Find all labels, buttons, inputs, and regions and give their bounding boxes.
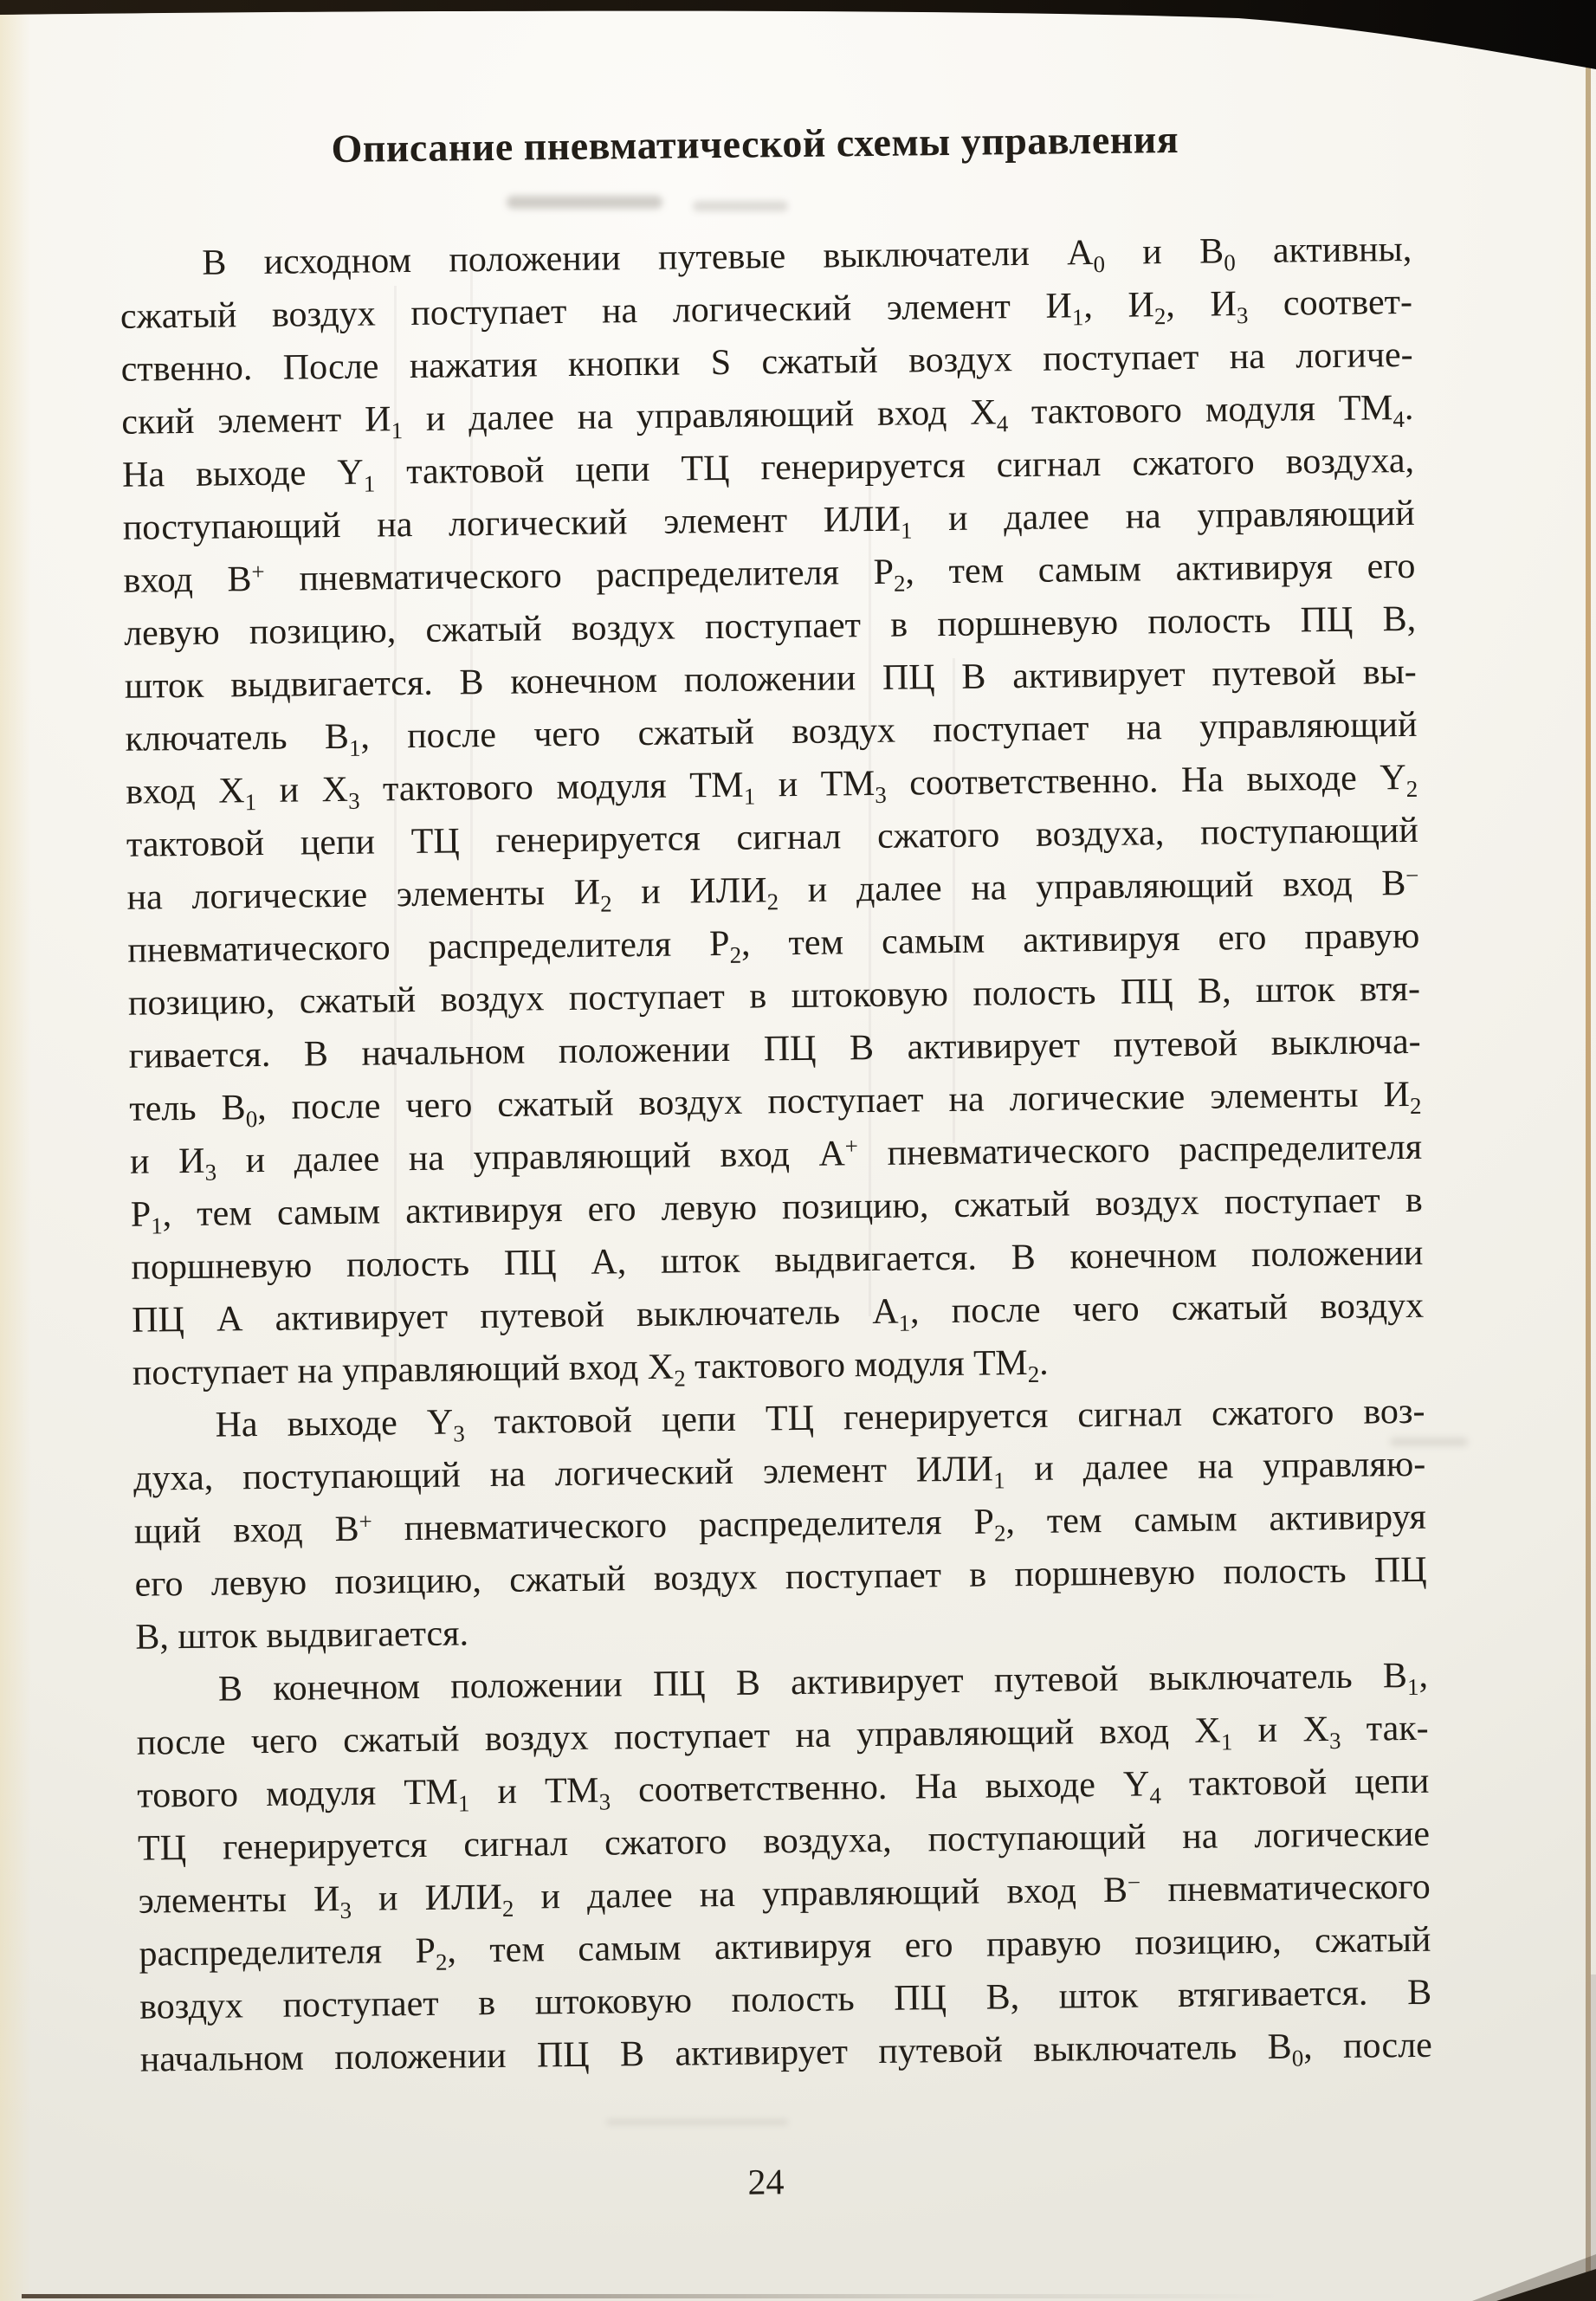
text-line: На выходе $Y_1$ тактовой цепи ТЦ генерируется сигнал сжатого воздуха, <box>121 440 1415 497</box>
text-line: и $И_3$ и далее на управляющий вход А+ пневматического распределителя <box>129 1127 1423 1186</box>
text-line: В конечном положении ПЦ В активирует путевой выключатель $В_1$, <box>217 1655 1429 1710</box>
text-line: вход $Х_1$ и $Х_3$ тактового модуля $ТМ_1$ и $ТМ_3$ соответственно. На выходе $Y_2$ <box>125 758 1418 816</box>
text-line: щий вход В+ пневматического распределителя $Р_2$, тем самым активируя <box>133 1496 1427 1552</box>
text-line: $Р_1$, тем самым активируя его левую позицию, сжатый воздух поступает в <box>130 1180 1423 1239</box>
page-right-edge-shadow <box>1591 1975 1596 2301</box>
text-line: ключатель $В_1$, после чего сжатый воздух поступает на управляющий <box>125 704 1418 761</box>
text-line: поступает на управляющий вход $Х_2$ тактового модуля $ТМ_2$. <box>132 1342 1049 1393</box>
text-line: тель $В_0$, после чего сжатый воздух поступает на логические элементы $И_2$ <box>129 1074 1422 1133</box>
text-line: поступающий на логический элемент $ИЛИ_1$ и далее на управляющий <box>122 493 1415 548</box>
paragraph <box>120 223 1425 1400</box>
text-line: духа, поступающий на логический элемент $ИЛИ_1$ и далее на управляю- <box>132 1444 1426 1499</box>
text-line: тактовой цепи ТЦ генерируется сигнал сжатого воздуха, поступающий <box>126 810 1419 865</box>
text-line: поршневую полость ПЦ А, шток выдвигается. В конечном положении <box>131 1232 1424 1288</box>
text-line: вход В+ пневматического распределителя $Р_2$, тем самым активируя его <box>123 546 1416 601</box>
page-number: 24 <box>747 2162 785 2203</box>
text-line: начальном положении ПЦ В активирует путевой выключатель $В_0$, после <box>139 2025 1433 2080</box>
text-line: ственно. После нажатия кнопки S сжатый воздух поступает на логиче- <box>120 334 1413 390</box>
paragraphs <box>120 223 1432 2087</box>
page-right-edge-line <box>1586 54 1591 2301</box>
text-line: сжатый воздух поступает на логический элемент $И_1$, $И_2$, $И_3$ соответ- <box>120 281 1413 337</box>
text-line: шток выдвигается. В конечном положении ПЦ В активирует путевой вы- <box>124 651 1418 707</box>
text-line: его левую позицию, сжатый воздух поступает в поршневую полость ПЦ <box>134 1549 1427 1605</box>
text-line: позицию, сжатый воздух поступает в штоковую полость ПЦ В, шток втя- <box>127 968 1421 1024</box>
paragraph <box>136 1650 1432 2087</box>
text-line: элементы $И_3$ и $ИЛИ_2$ и далее на управляющий вход В− пневматического <box>138 1866 1431 1924</box>
page-title: Описание пневматической схемы управления <box>331 116 1179 171</box>
text-line: пневматического распределителя $Р_2$, тем самым активируя его правую <box>127 915 1420 971</box>
text-line: гивается. В начальном положении ПЦ В активирует путевой выключа- <box>128 1021 1421 1076</box>
text-line: ПЦ А активирует путевой выключатель $А_1$, после чего сжатый воздух <box>131 1285 1425 1341</box>
text-line: тового модуля $ТМ_1$ и $ТМ_3$ соответственно. На выходе $Y_4$ тактовой цепи <box>137 1761 1430 1817</box>
text-line: после чего сжатый воздух поступает на управляющий вход $Х_1$ и $Х_3$ так- <box>136 1708 1429 1763</box>
text-line: левую позицию, сжатый воздух поступает в поршневую полость ПЦ В, <box>123 598 1417 654</box>
text-line: ский элемент $И_1$ и далее на управляющий вход $Х_4$ тактового модуля $ТМ_4$. <box>121 387 1414 444</box>
text-line: распределителя $Р_2$, тем самым активируя его правую позицию, сжатый <box>139 1919 1431 1975</box>
text-line: На выходе $Y_3$ тактовой цепи ТЦ генерируется сигнал сжатого воз- <box>215 1391 1425 1447</box>
text-line: на логические элементы $И_2$ и $ИЛИ_2$ и далее на управляющий вход В− <box>126 862 1419 918</box>
text-line: воздух поступает в штоковую полость ПЦ В, шток втягивается. В <box>139 1972 1432 2027</box>
text-line: ТЦ генерируется сигнал сжатого воздуха, поступающий на логические <box>137 1813 1431 1869</box>
paragraph <box>132 1386 1427 1664</box>
text-line: В, шток выдвигается. <box>135 1613 469 1658</box>
text-line: В исходном положении путевые выключатели $А_0$ и $В_0$ активны, <box>202 229 1412 283</box>
